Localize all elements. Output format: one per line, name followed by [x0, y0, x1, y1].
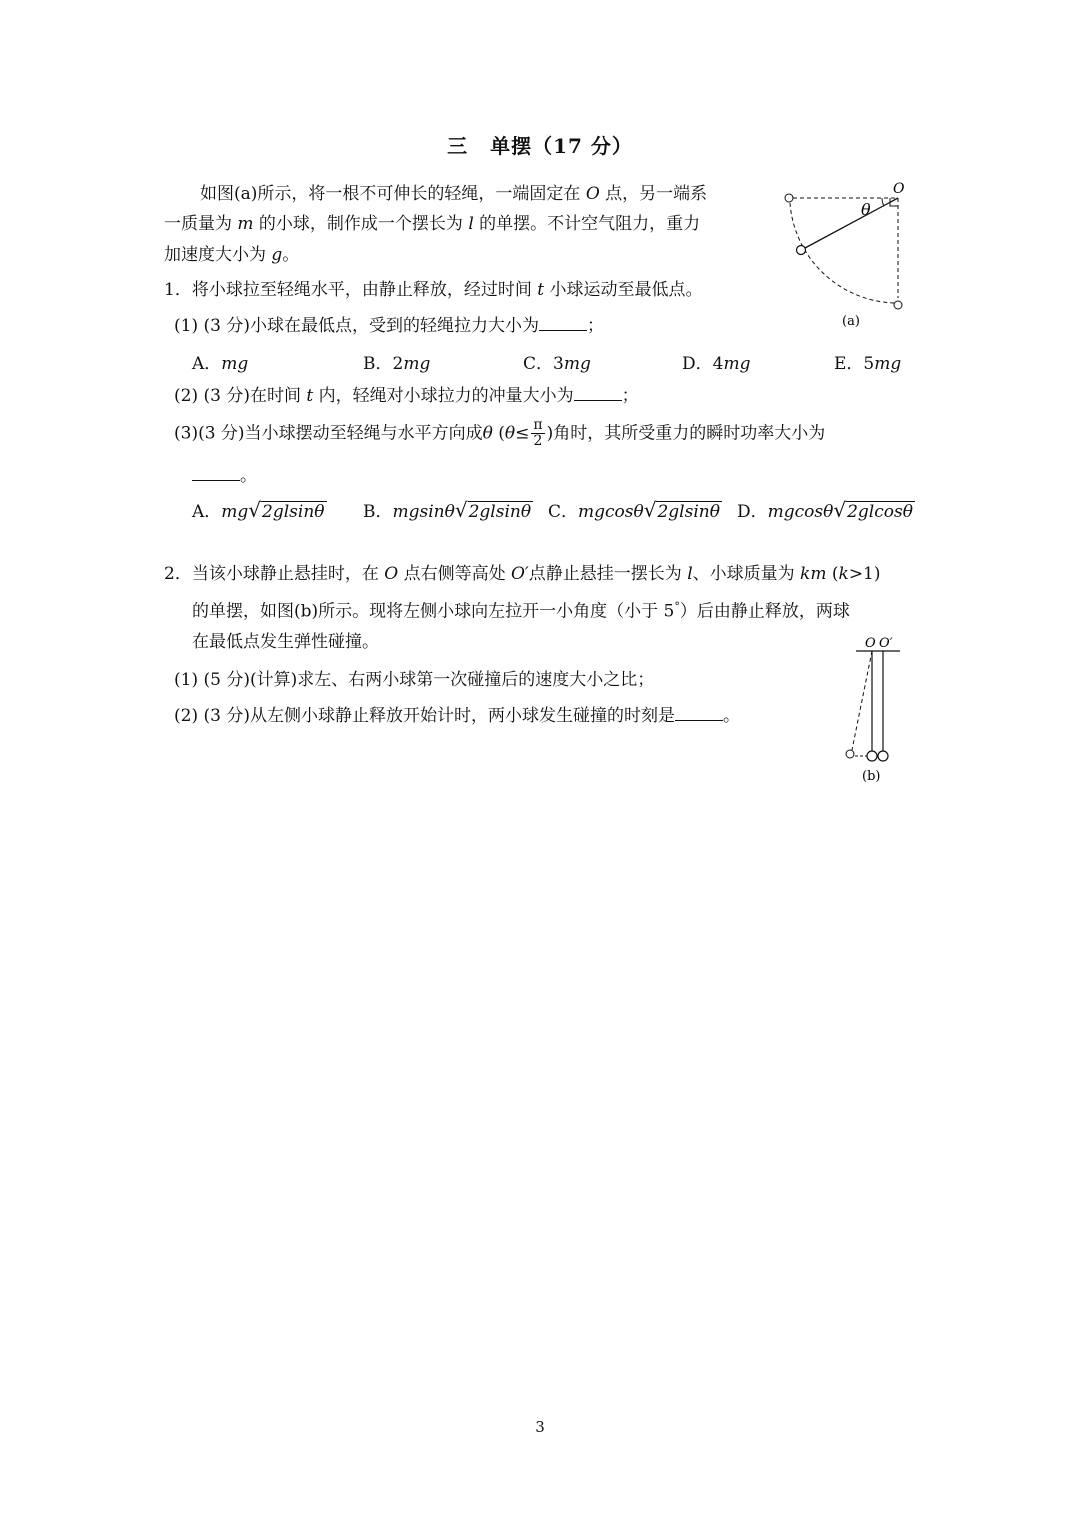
section-heading: 单摆（17 分）	[490, 134, 633, 158]
question-1-part-3-answer: 。	[192, 466, 257, 485]
page-number: 3	[535, 1418, 545, 1436]
question-2-part-2: (2) (3 分)从左侧小球静止释放开始计时，两小球发生碰撞的时刻是 。	[174, 706, 740, 726]
figure-a-pendulum-diagram	[778, 178, 918, 338]
figure-b-pivot-2-label: O′	[879, 636, 893, 651]
option-1-1-a[interactable]: A．mg	[192, 354, 249, 374]
intro-line-3: 加速度大小为 g。	[164, 245, 300, 265]
question-1-part-1: (1) (3 分)小球在最低点，受到的轻绳拉力大小为 ；	[174, 316, 604, 336]
question-2-line-1: 2．当该小球静止悬挂时，在 O 点右侧等高处 O′点静止悬挂一摆长为 l、小球质量为 km (k>1)	[164, 564, 881, 584]
option-1-3-d[interactable]: D．mgcosθ√2glcosθ	[737, 498, 913, 522]
figure-b-pendulum-diagram	[840, 634, 910, 784]
figure-a-angle-label: θ	[861, 200, 871, 219]
figure-a-pivot-label: O	[893, 181, 905, 197]
section-numeral: 三	[447, 134, 469, 158]
question-2-line-3: 在最低点发生弹性碰撞。	[192, 632, 379, 652]
question-2-part-1: (1) (5 分)(计算)求左、右两小球第一次碰撞后的速度大小之比；	[174, 670, 655, 690]
option-1-1-e[interactable]: E．5mg	[834, 354, 902, 374]
question-1-part-3: (3)(3 分)当小球摆动至轻绳与水平方向成θ (θ≤ $\frac{\pi}{2}$ )角时，其所受重力的瞬时功率大小为	[174, 417, 826, 450]
pi-over-2-fraction: $\frac{\pi}{2}$	[533, 417, 543, 450]
option-1-3-b[interactable]: B．mgsinθ√2glsinθ	[363, 498, 532, 522]
intro-line-1: 如图(a)所示，将一根不可伸长的轻绳，一端固定在 O 点，另一端系	[200, 184, 708, 204]
option-1-1-b[interactable]: B．2mg	[363, 354, 431, 374]
option-1-3-a[interactable]: A．mg√2glsinθ	[192, 498, 325, 522]
figure-b-pivot-1-label: O	[865, 636, 876, 651]
option-1-1-d[interactable]: D．4mg	[682, 354, 751, 374]
answer-blank-1-2[interactable]	[574, 386, 622, 401]
figure-a-caption: (a)	[842, 314, 860, 329]
figure-b-caption: (b)	[862, 769, 881, 784]
answer-blank-1-3[interactable]	[192, 466, 240, 481]
answer-blank-2-2[interactable]	[675, 706, 723, 721]
option-1-1-c[interactable]: C．3mg	[523, 354, 591, 374]
section-title	[0, 130, 1080, 159]
question-2-line-2: 的单摆，如图(b)所示。现将左侧小球向左拉开一小角度（小于 5°）后由静止释放，两球	[192, 600, 850, 622]
answer-blank-1-1[interactable]	[539, 316, 587, 331]
option-1-3-c[interactable]: C．mgcosθ√2glsinθ	[548, 498, 720, 522]
intro-line-2: 一质量为 m 的小球，制作成一个摆长为 l 的单摆。不计空气阻力，重力	[164, 214, 701, 234]
question-1-stem: 1．将小球拉至轻绳水平，由静止释放，经过时间 t 小球运动至最低点。	[164, 280, 703, 300]
question-1-part-2: (2) (3 分)在时间 t 内，轻绳对小球拉力的冲量大小为 ；	[174, 386, 639, 406]
